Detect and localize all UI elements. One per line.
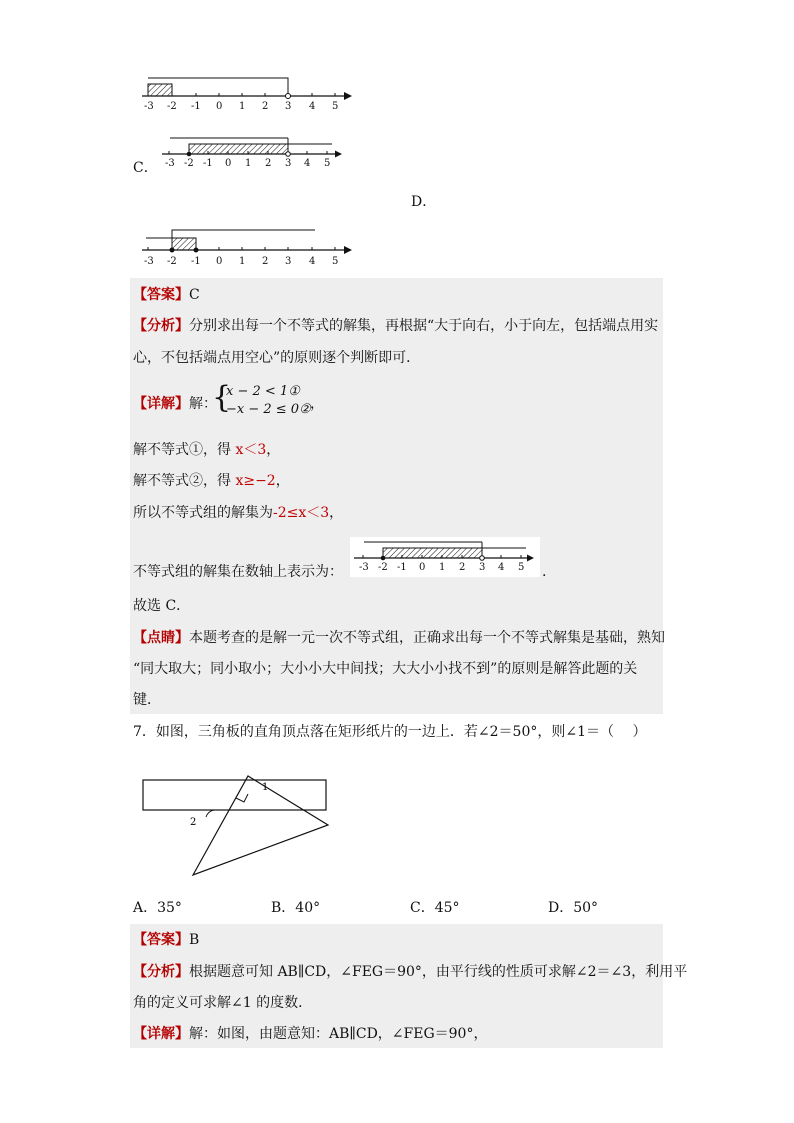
- tick-label: 1: [239, 101, 246, 112]
- option-c-label: C．: [133, 160, 158, 176]
- detail7-text: 解：如图，由题意知：AB∥CD，∠FEG＝90°，: [189, 1026, 488, 1042]
- tick-label: -1: [203, 158, 213, 169]
- tick-label: 1: [239, 256, 246, 267]
- tick-label: 1: [245, 158, 252, 169]
- tick-label: 4: [498, 562, 505, 573]
- tick-label: -2: [378, 562, 388, 573]
- tick-label: -3: [144, 101, 154, 112]
- analysis7-tag: 【分析】: [133, 964, 189, 980]
- analysis-tag: 【分析】: [133, 318, 189, 334]
- tick-label: 3: [285, 101, 292, 112]
- step-3-value: -2≤x＜3: [273, 505, 330, 521]
- option-d: D．50°: [548, 900, 599, 916]
- number-line-option-d: [140, 224, 360, 268]
- tick-label: 3: [479, 562, 486, 573]
- step-2-suffix: ，: [275, 473, 290, 489]
- tick-label: -2: [184, 158, 194, 169]
- tick-label: -1: [397, 562, 407, 573]
- answer7-value: B: [189, 932, 200, 948]
- step-1-prefix: 解不等式①，得: [133, 442, 236, 458]
- solution-number-line: [352, 538, 537, 574]
- angle-label-2: 2: [190, 817, 197, 828]
- option-c: C．45°: [410, 900, 460, 916]
- comment-line-3: 键．: [133, 692, 161, 708]
- tick-label: 4: [304, 158, 311, 169]
- system-suffix: ，: [310, 396, 324, 412]
- comment-tag: 【点睛】: [133, 630, 189, 646]
- step-2-value: x≥−2: [235, 473, 276, 489]
- step-1: [133, 440, 280, 460]
- option-a: A．35°: [133, 900, 182, 916]
- detail-line: [133, 394, 217, 414]
- tick-label: 0: [216, 256, 223, 267]
- answer-block-q6: [130, 278, 663, 714]
- step-5: 故选 C．: [133, 598, 191, 614]
- step-1-suffix: ，: [266, 442, 281, 458]
- detail7-tag: 【详解】: [133, 1026, 189, 1042]
- tick-label: -3: [144, 256, 154, 267]
- tick-label: -1: [191, 256, 201, 267]
- tick-label: 5: [332, 256, 339, 267]
- detail-tag: 【详解】: [133, 396, 189, 412]
- detail7-line: [133, 1024, 487, 1044]
- step-2: [133, 471, 290, 491]
- answer-tag: 【答案】: [133, 287, 189, 303]
- step-3: [133, 503, 343, 523]
- tick-label: -2: [167, 256, 177, 267]
- answer7-tag: 【答案】: [133, 932, 189, 948]
- tick-label: 1: [439, 562, 446, 573]
- question-7-stem: 7．如图，三角板的直角顶点落在矩形纸片的一边上．若∠2＝50°，则∠1＝（ ）: [133, 724, 647, 740]
- rectangle-strip: [143, 780, 326, 810]
- step-2-prefix: 解不等式②，得: [133, 473, 236, 489]
- tick-label: 4: [309, 101, 316, 112]
- analysis-line-2: 心，不包括端点用空心”的原则逐个判断即可．: [133, 350, 421, 366]
- step-4-suffix: .: [542, 564, 547, 580]
- tick-label: -3: [165, 158, 175, 169]
- tick-label: -3: [359, 562, 369, 573]
- angle-label-1: 1: [262, 782, 269, 793]
- comment-line-1: [133, 628, 665, 648]
- tick-label: 2: [262, 101, 269, 112]
- tick-label: 2: [262, 256, 269, 267]
- tick-label: 4: [309, 256, 316, 267]
- tick-label: 0: [419, 562, 426, 573]
- tick-label: 3: [285, 158, 292, 169]
- number-line-option-b: [140, 72, 360, 114]
- comment-line-2: “同大取大；同小取小；大小小大中间找；大大小小找不到”的原则是解答此题的关: [133, 661, 638, 677]
- system-brace: {: [212, 380, 232, 415]
- triangle-ruler: [193, 776, 328, 875]
- tick-label: 5: [518, 562, 525, 573]
- analysis-text: 分别求出每一个不等式的解集，再根据“大于向右，小于向左，包括端点用实: [189, 318, 659, 334]
- tick-label: -2: [167, 101, 177, 112]
- tick-label: -1: [191, 101, 201, 112]
- step-3-prefix: 所以不等式组的解集为: [133, 505, 273, 521]
- step-1-value: x＜3: [235, 442, 267, 458]
- analysis7-text: 根据题意可知 AB∥CD，∠FEG＝90°，由平行线的性质可求解∠2＝∠3，利用平: [189, 964, 688, 980]
- tick-label: 0: [225, 158, 232, 169]
- option-d-label: D．: [411, 194, 437, 210]
- system-eq-2: −x − 2 ≤ 0②: [226, 402, 311, 417]
- tick-label: 3: [285, 256, 292, 267]
- question-7-figure: [138, 770, 338, 880]
- tick-label: 2: [459, 562, 466, 573]
- comment-text: 本题考查的是解一元一次不等式组，正确求出每一个不等式解集是基础，熟知: [189, 630, 665, 646]
- tick-label: 5: [332, 101, 339, 112]
- answer-line: [133, 285, 200, 305]
- analysis7-line-2: 角的定义可求解∠1 的度数．: [133, 995, 313, 1011]
- tick-label: 5: [324, 158, 331, 169]
- detail-prefix: 解：: [189, 396, 217, 412]
- answer7-line: [133, 930, 199, 950]
- analysis-line-1: [133, 316, 658, 336]
- analysis7-line-1: [133, 962, 687, 982]
- step-4: 不等式组的解集在数轴上表示为：: [133, 564, 343, 580]
- system-eq-1: x − 2 < 1①: [226, 384, 300, 399]
- step-3-suffix: ，: [329, 505, 344, 521]
- option-b: B．40°: [271, 900, 321, 916]
- tick-label: 0: [216, 101, 223, 112]
- number-line-option-c: [160, 134, 345, 170]
- answer-value: C: [189, 287, 200, 303]
- tick-label: 2: [265, 158, 272, 169]
